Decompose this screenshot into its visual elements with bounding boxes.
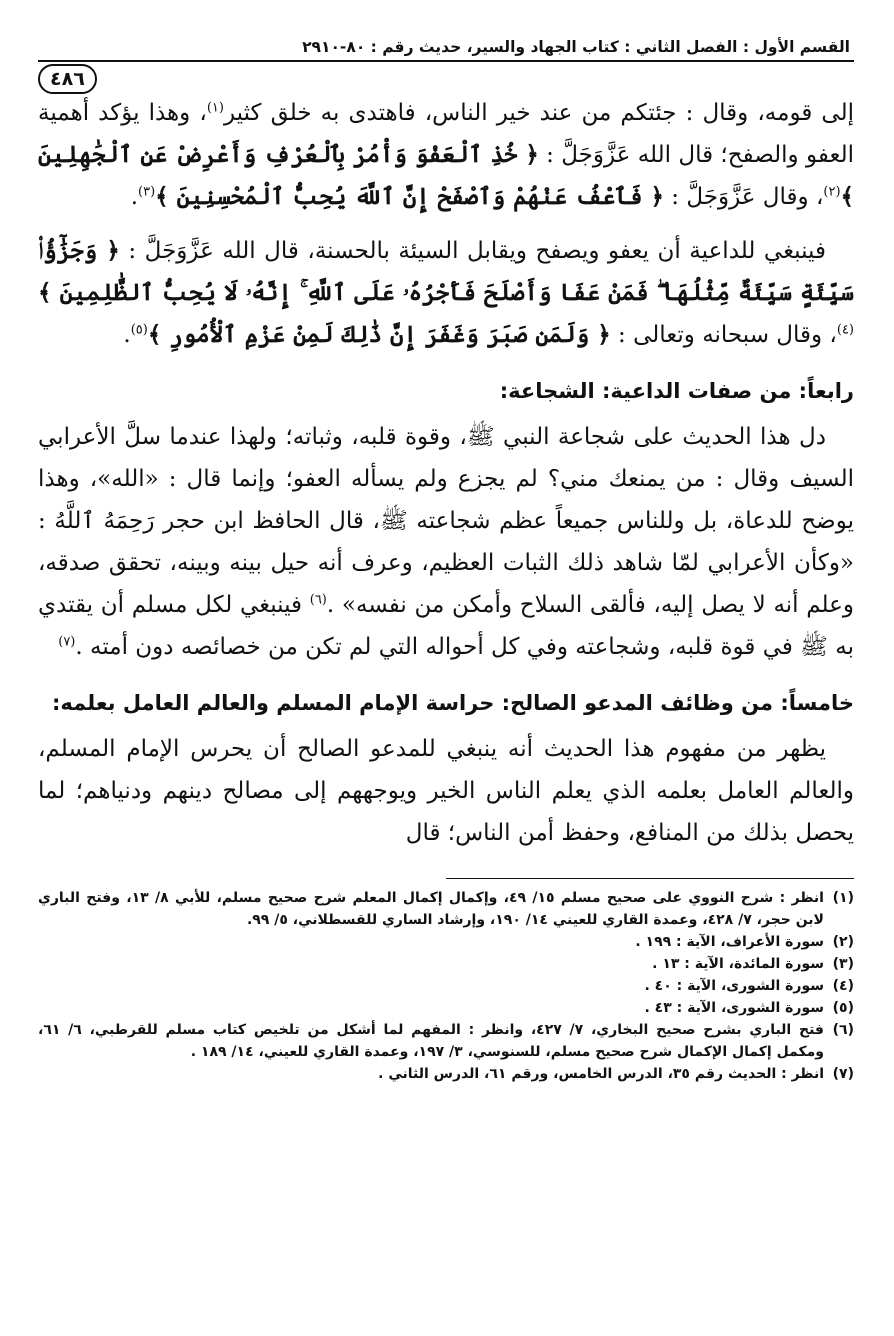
paragraph-2 bbox=[38, 230, 854, 356]
footnote-number: (٥) bbox=[832, 1000, 854, 1016]
footnote-text: فتح الباري بشرح صحيح البخاري، ٧/ ٤٢٧، وانظر : المفهم لما أشكل من تلخيص كتاب مسلم للقرطبي، ٦/ ٦١، ومكمل إكمال الإكمال شرح صحيح مسلم، للسنوسي، ٣/ ١٩٧، وعمدة القاري للعيني، ١٤/ ١٨٩ . bbox=[38, 1022, 824, 1060]
footnote-item bbox=[38, 953, 854, 975]
footnote-item bbox=[38, 1063, 854, 1085]
footnote-item bbox=[38, 997, 854, 1019]
footnote-number: (٧) bbox=[832, 1066, 854, 1082]
footnote-text: سورة الشورى، الآية : ٤٣ . bbox=[644, 1000, 824, 1016]
footnote-text: سورة المائدة، الآية : ١٣ . bbox=[652, 956, 824, 972]
footnote-number: (١) bbox=[832, 890, 854, 906]
quran-verse: ﴿ وَجَزَٰٓؤُا۟ سَيِّئَةٍ سَيِّئَةٌ مِّثْلُهَا ۖ فَمَنْ عَفَا وَأَصْلَحَ فَأَجْرُهُۥ عَلَى ٱللَّهِ ۚ إِنَّهُۥ لَا يُحِبُّ ٱلظَّٰلِمِينَ ﴾ bbox=[38, 237, 854, 306]
footnote-ref-1: (١) bbox=[206, 100, 224, 116]
paragraph-1 bbox=[38, 92, 854, 218]
text-run: . bbox=[123, 322, 131, 348]
footnote-text: سورة الأعراف، الآية : ١٩٩ . bbox=[635, 934, 824, 950]
footnote-ref-6: (٦) bbox=[309, 592, 327, 608]
footnote-text: انظر : شرح النووي على صحيح مسلم ١٥/ ٤٩، وإكمال إكمال المعلم شرح صحيح مسلم، للأبي ٨/ ١٣، وفتح الباري لابن حجر، ٧/ ٤٢٨، وعمدة القاري للعيني ١٤/ ١٩٠، وإرشاد الساري للقسطلاني، ٥/ ٩٩. bbox=[38, 890, 824, 928]
text-run: ، وقال عَزَّوَجَلَّ : bbox=[663, 184, 824, 210]
footnote-ref-3: (٣) bbox=[138, 184, 156, 200]
footnote-number: (٢) bbox=[832, 934, 854, 950]
footnote-number: (٣) bbox=[832, 956, 854, 972]
text-run: . bbox=[130, 184, 139, 210]
footnote-ref-5: (٥) bbox=[130, 322, 148, 338]
paragraph-4: يظهر من مفهوم هذا الحديث أنه ينبغي للمدعو الصالح أن يحرس الإمام المسلم، والعالم العامل بعلمه الذي يعلم الناس الخير ويوجههم إلى مصالح دينهم ودنياهم؛ لما يحصل بذلك من المنافع، وحفظ أمن الناس؛ قال bbox=[38, 736, 854, 846]
text-run: ، وهذا يؤكد أهمية العفو والصفح؛ قال الله عَزَّوَجَلَّ : bbox=[38, 100, 854, 168]
footnote-text: سورة الشورى، الآية : ٤٠ . bbox=[644, 978, 824, 994]
text-run: فينبغي لكل مسلم أن يقتدي به ﷺ في قوة قلبه، وشجاعته وفي كل أحواله التي لم تكن من خصائصه دون أمته . bbox=[38, 592, 854, 660]
running-title: القسم الأول : الفصل الثاني : كتاب الجهاد والسير، حديث رقم : ٨٠-٢٩١٠ bbox=[302, 38, 850, 56]
running-header bbox=[38, 34, 854, 62]
footnote-item bbox=[38, 887, 854, 931]
footnote-divider bbox=[446, 878, 854, 879]
text-run: دل هذا الحديث على شجاعة النبي ﷺ، وقوة قلبه، وثباته؛ ولهذا عندما سلَّ الأعرابي السيف وقال : من يمنعك مني؟ لم يجزع ولم يسأله العفو؛ وإنما قال : «الله»، وهذا يوضح للدعاة، بل وللناس جميعاً عظم شجاعته ﷺ، قال الحافظ ابن حجر رَحِمَهُ ٱللَّهُ : «وكأن الأعرابي لمّا شاهد ذلك الثبات العظيم، وعرف أنه حيل بينه وبينه، تحقق صدقه، وعلم أنه لا يصل إليه، فألقى السلاح وأمكن من نفسه» . bbox=[38, 424, 854, 618]
footnote-number: (٦) bbox=[832, 1022, 854, 1038]
text-run: إلى قومه، وقال : جئتكم من عند خير الناس، فاهتدى به خلق كثير bbox=[223, 100, 854, 126]
footnotes bbox=[38, 887, 854, 1085]
text-run: فينبغي للداعية أن يعفو ويصفح ويقابل السيئة بالحسنة، قال الله عَزَّوَجَلَّ : bbox=[119, 238, 826, 264]
footnote-ref-2: (٢) bbox=[823, 184, 841, 200]
quran-verse: ﴿ وَلَمَن صَبَرَ وَغَفَرَ إِنَّ ذَٰلِكَ لَمِنْ عَزْمِ ٱلْأُمُورِ ﴾ bbox=[147, 321, 611, 348]
page-number: ٤٨٦ bbox=[38, 64, 97, 94]
footnote-text: انظر : الحديث رقم ٣٥، الدرس الخامس، ورقم ٦١، الدرس الثاني . bbox=[378, 1066, 824, 1082]
footnote-item bbox=[38, 931, 854, 953]
quran-verse: ﴿ خُذِ ٱلْعَفْوَ وَأْمُرْ بِٱلْعُرْفِ وَأَعْرِضْ عَنِ ٱلْجَٰهِلِينَ ﴾ bbox=[38, 141, 854, 210]
footnote-item bbox=[38, 975, 854, 997]
footnote-ref-4: (٤) bbox=[836, 322, 854, 338]
paragraph-3 bbox=[38, 416, 854, 668]
book-page bbox=[38, 34, 854, 1306]
footnote-ref-7: (٧) bbox=[58, 634, 76, 650]
main-text bbox=[38, 92, 854, 854]
footnote-item bbox=[38, 1019, 854, 1063]
text-run: ، وقال سبحانه وتعالى : bbox=[610, 322, 837, 348]
section-heading-5: خامساً: من وظائف المدعو الصالح: حراسة الإمام المسلم والعالم العامل بعلمه: bbox=[52, 691, 854, 715]
footnote-number: (٤) bbox=[832, 978, 854, 994]
section-heading-4: رابعاً: من صفات الداعية: الشجاعة: bbox=[499, 379, 854, 403]
quran-verse: ﴿ فَٱعْفُ عَنْهُمْ وَٱصْفَحْ إِنَّ ٱللَّهَ يُحِبُّ ٱلْمُحْسِنِينَ ﴾ bbox=[155, 183, 664, 210]
